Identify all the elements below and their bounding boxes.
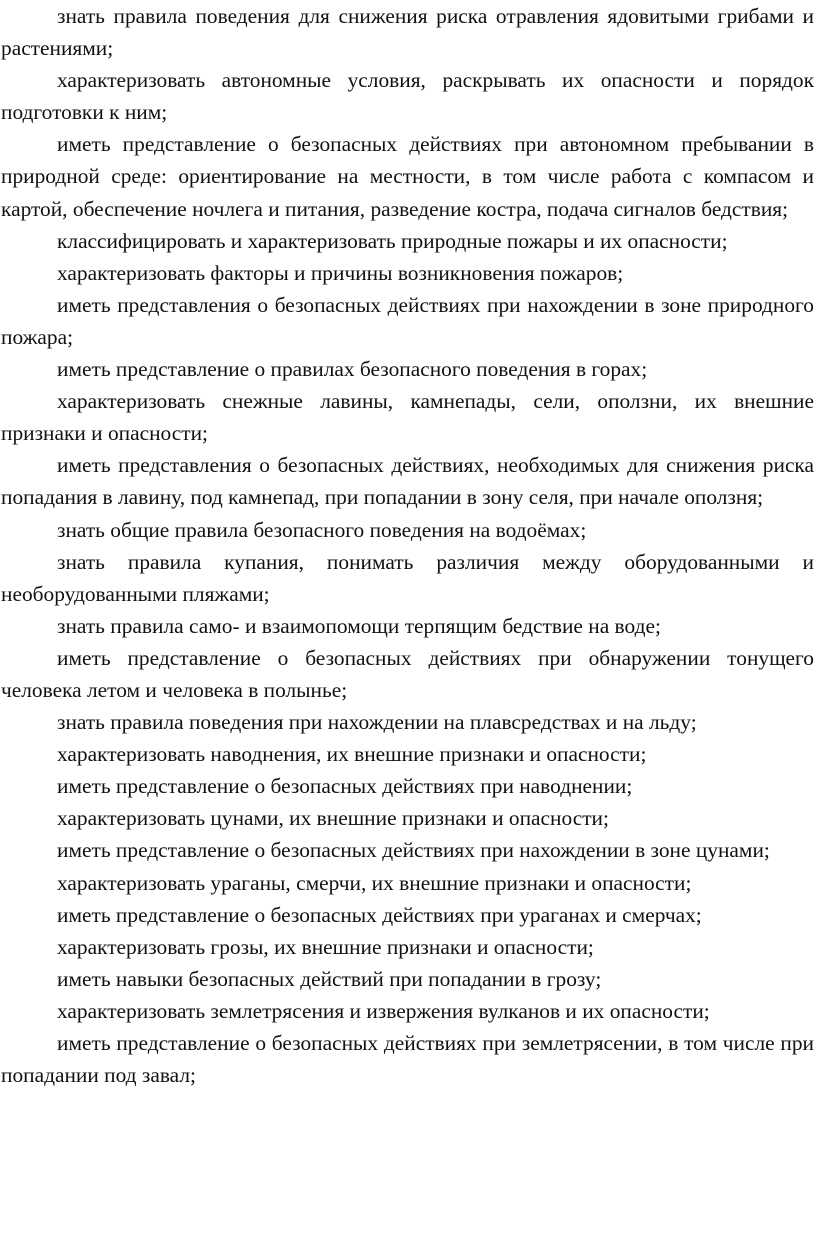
- paragraph: иметь представление о безопасных действиях при нахождении в зоне цунами;: [57, 838, 770, 863]
- paragraph: иметь представление о безопасных действиях при автономном пребывании в природной среде: ориентирование на местности, в том числе работа с компасом и картой, обеспечение ночлега и питания, разведение костра, подача сигналов бедствия;: [1, 132, 814, 221]
- paragraph: иметь представление о безопасных действиях при землетрясении, в том числе при попадании под завал;: [1, 1031, 814, 1088]
- paragraph: иметь представление о правилах безопасного поведения в горах;: [57, 357, 648, 382]
- paragraph: иметь представления о безопасных действиях, необходимых для снижения риска попадания в лавину, под камнепад, при попадании в зону селя, при начале оползня;: [1, 453, 814, 510]
- paragraph: иметь представление о безопасных действиях при обнаружении тонущего человека летом и человека в полынье;: [1, 645, 814, 702]
- paragraph: характеризовать факторы и причины возникновения пожаров;: [57, 260, 624, 285]
- paragraph: знать общие правила безопасного поведения на водоёмах;: [57, 517, 587, 542]
- paragraph: классифицировать и характеризовать природные пожары и их опасности;: [57, 228, 728, 253]
- paragraph: характеризовать ураганы, смерчи, их внешние признаки и опасности;: [57, 870, 692, 895]
- paragraph: характеризовать землетрясения и извержения вулканов и их опасности;: [57, 998, 710, 1023]
- paragraph: иметь представление о безопасных действиях при наводнении;: [57, 774, 633, 799]
- paragraph: иметь представления о безопасных действиях при нахождении в зоне природного пожара;: [1, 292, 814, 349]
- paragraph: знать правила само- и взаимопомощи терпящим бедствие на воде;: [57, 613, 661, 638]
- paragraph: характеризовать наводнения, их внешние признаки и опасности;: [57, 742, 647, 767]
- paragraph: иметь навыки безопасных действий при попадании в грозу;: [57, 966, 602, 991]
- paragraph: характеризовать снежные лавины, камнепады, сели, оползни, их внешние признаки и опасности;: [1, 389, 814, 446]
- paragraph: характеризовать цунами, их внешние признаки и опасности;: [57, 806, 609, 831]
- paragraph: знать правила поведения при нахождении на плавсредствах и на льду;: [57, 710, 697, 735]
- paragraph: знать правила купания, понимать различия между оборудованными и необорудованными пляжами;: [1, 549, 814, 606]
- paragraph: знать правила поведения для снижения риска отравления ядовитыми грибами и растениями;: [1, 4, 814, 61]
- paragraph: характеризовать автономные условия, раскрывать их опасности и порядок подготовки к ним;: [1, 68, 814, 125]
- paragraph: характеризовать грозы, их внешние признаки и опасности;: [57, 934, 594, 959]
- paragraph: иметь представление о безопасных действиях при ураганах и смерчах;: [57, 902, 702, 927]
